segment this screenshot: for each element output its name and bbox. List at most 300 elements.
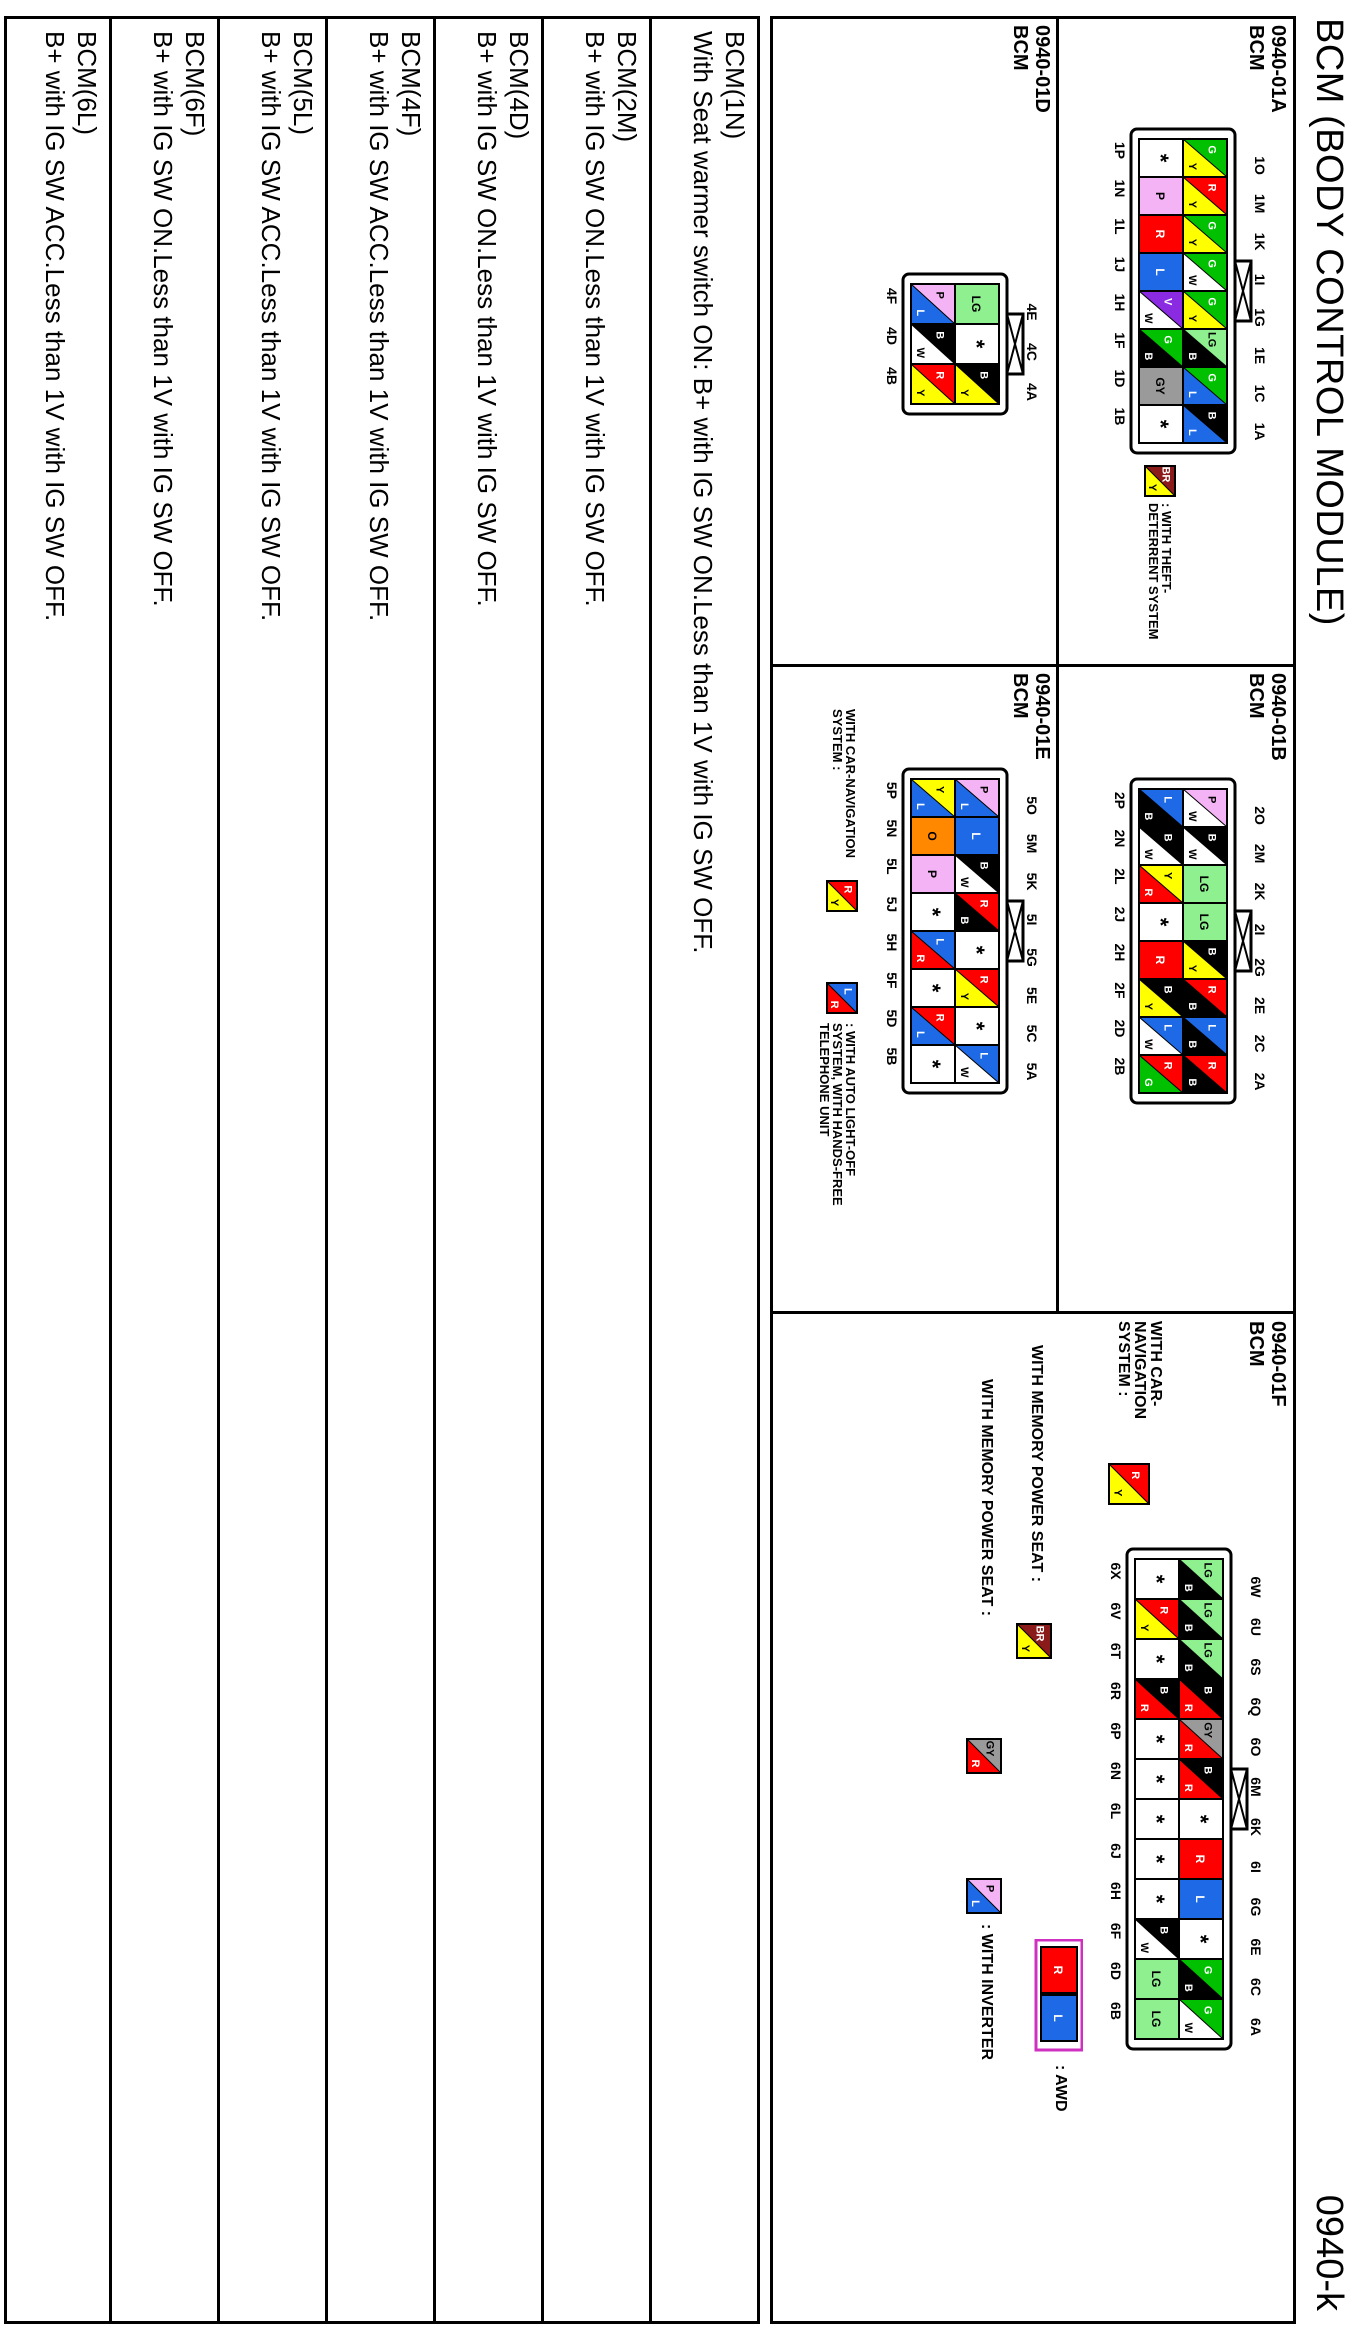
svg-text:B: B xyxy=(977,371,990,380)
svg-text:GY: GY xyxy=(1201,1722,1214,1739)
pin-1E xyxy=(1183,329,1227,367)
pin-6R xyxy=(1135,1679,1179,1719)
pin-5A xyxy=(955,1045,999,1083)
pin-5N xyxy=(911,817,955,855)
pin-2J xyxy=(1139,903,1183,941)
theft-deterrent-wire-swatch xyxy=(1141,464,1177,500)
table-row xyxy=(649,19,757,2321)
connector-f xyxy=(1083,1519,1283,2109)
pin-label: 5E xyxy=(1024,987,1040,1005)
svg-text:R: R xyxy=(977,899,990,908)
pin-label: 2G xyxy=(1252,958,1268,977)
svg-text:L: L xyxy=(1193,1895,1207,1903)
svg-text:B: B xyxy=(1161,985,1174,994)
svg-text:LG: LG xyxy=(969,295,983,313)
pin-6B xyxy=(1135,1999,1179,2039)
svg-text:*: * xyxy=(1144,1894,1169,1904)
svg-text:Y: Y xyxy=(1138,1624,1151,1632)
pin-6J xyxy=(1135,1839,1179,1879)
pin-6L xyxy=(1135,1799,1179,1839)
pin-label: 5N xyxy=(884,819,900,838)
row-title: BCM(4D) xyxy=(504,31,534,140)
svg-text:G: G xyxy=(1205,145,1218,154)
pin-6D xyxy=(1135,1959,1179,1999)
pin-2A xyxy=(1183,1055,1227,1093)
svg-text:LG: LG xyxy=(1201,1642,1214,1658)
pin-label: 6J xyxy=(1108,1843,1124,1859)
pin-label: 2A xyxy=(1252,1072,1268,1091)
table-row xyxy=(217,19,325,2321)
svg-text:P: P xyxy=(1153,191,1167,201)
pin-label: 6E xyxy=(1248,1938,1264,1956)
pin-6P xyxy=(1135,1719,1179,1759)
svg-text:Y: Y xyxy=(828,898,841,907)
svg-text:P: P xyxy=(933,291,946,299)
svg-text:G: G xyxy=(1142,1078,1155,1087)
connector-e-label: 0940-01E BCM xyxy=(1009,673,1053,760)
pin-2K xyxy=(1183,865,1227,903)
pin-4A xyxy=(955,364,999,404)
pin-1G xyxy=(1183,291,1227,329)
svg-text:G: G xyxy=(1205,259,1218,268)
pin-label: 6P xyxy=(1108,1722,1124,1740)
pin-5C xyxy=(955,1007,999,1045)
svg-text:*: * xyxy=(1148,917,1173,927)
pin-label: 1K xyxy=(1252,232,1268,251)
pin-1J xyxy=(1139,253,1183,291)
pin-label: 6O xyxy=(1248,1737,1264,1757)
pin-label: 6S xyxy=(1248,1658,1264,1676)
svg-text:*: * xyxy=(1188,1814,1213,1824)
pin-1H xyxy=(1139,291,1183,329)
pin-label: 5G xyxy=(1024,948,1040,967)
row-description: B+ with IG SW ACC.Less than 1V with IG SW OFF. xyxy=(364,31,394,622)
svg-text:B: B xyxy=(1205,947,1218,956)
pin-6K xyxy=(1179,1799,1223,1839)
svg-text:Y: Y xyxy=(1161,871,1174,880)
pin-1M xyxy=(1183,177,1227,215)
e-auto-note: : WITH AUTO LIGHT-OFF SYSTEM, WITH HANDS-FREE TELEPHONE UNIT xyxy=(817,1023,858,1206)
pin-6Q xyxy=(1179,1679,1223,1719)
pin-2C xyxy=(1183,1017,1227,1055)
svg-text:R: R xyxy=(1157,1606,1170,1615)
pin-2P xyxy=(1139,789,1183,827)
svg-text:R: R xyxy=(1182,1743,1195,1752)
svg-text:Y: Y xyxy=(958,992,971,1001)
svg-text:GY: GY xyxy=(1153,377,1167,395)
pin-label: 6F xyxy=(1108,1922,1124,1940)
row-title: BCM(2M) xyxy=(612,31,642,143)
svg-text:Y: Y xyxy=(1018,1644,1031,1653)
pin-label: 2N xyxy=(1112,829,1128,848)
row-description: B+ with IG SW ACC.Less than 1V with IG SW OFF. xyxy=(256,31,286,622)
pin-label: 6B xyxy=(1108,2002,1124,2020)
svg-text:B: B xyxy=(1142,812,1155,821)
svg-text:O: O xyxy=(925,831,939,841)
pin-5B xyxy=(911,1045,955,1083)
pin-5M xyxy=(955,817,999,855)
svg-text:*: * xyxy=(1144,1774,1169,1784)
svg-text:W: W xyxy=(1142,313,1155,324)
svg-text:R: R xyxy=(1129,1471,1142,1480)
f-awd-note: : AWD xyxy=(1052,2065,1069,2112)
pin-6N xyxy=(1135,1759,1179,1799)
pin-4C xyxy=(955,324,999,364)
svg-text:L: L xyxy=(914,802,927,810)
svg-text:L: L xyxy=(1205,1024,1218,1032)
svg-text:B: B xyxy=(1157,1926,1170,1935)
pin-1A xyxy=(1183,405,1227,443)
pin-4F xyxy=(911,284,955,324)
svg-text:L: L xyxy=(914,1030,927,1038)
svg-text:Y: Y xyxy=(914,389,927,397)
pin-label: 4A xyxy=(1024,383,1040,401)
e-nav-wire-swatch xyxy=(825,879,859,913)
pin-label: 5O xyxy=(1024,796,1040,815)
pin-1I xyxy=(1183,253,1227,291)
row-description: B+ with IG SW ON.Less than 1V with IG SW OFF. xyxy=(580,31,610,607)
svg-text:LG: LG xyxy=(1201,1602,1214,1618)
pin-6I xyxy=(1179,1839,1223,1879)
memory-seat-wire xyxy=(1017,1624,1051,1658)
row-title: BCM(4F) xyxy=(396,31,426,137)
e-nav-note: WITH CAR-NAVIGATION SYSTEM : xyxy=(830,709,858,858)
pin-label: 4F xyxy=(884,287,900,305)
svg-text:W: W xyxy=(958,877,971,888)
theft-deterrent-wire xyxy=(1145,466,1175,496)
pin-label: 6R xyxy=(1108,1682,1124,1700)
pin-6A xyxy=(1179,1999,1223,2039)
pin-label: 5I xyxy=(1024,913,1040,926)
f-inverter-note: : WITH INVERTER xyxy=(978,1924,995,2060)
svg-text:W: W xyxy=(1186,849,1199,860)
f-awd-wire-swatches xyxy=(1033,1939,1083,2059)
pin-label: 5J xyxy=(884,896,900,913)
pin-label: 5A xyxy=(1024,1062,1040,1081)
svg-text:W: W xyxy=(1186,811,1199,822)
pin-1O xyxy=(1183,139,1227,177)
svg-text:L: L xyxy=(1161,796,1174,804)
svg-text:G: G xyxy=(1205,221,1218,230)
svg-text:B: B xyxy=(1205,411,1218,420)
pin-1B xyxy=(1139,405,1183,443)
svg-text:P: P xyxy=(925,869,939,879)
connector-e xyxy=(849,749,1049,1109)
pin-label: 5H xyxy=(884,933,900,952)
pin-1L xyxy=(1139,215,1183,253)
f-nav-wire-swatch xyxy=(1103,1460,1153,1510)
pin-5L xyxy=(911,855,955,893)
pin-label: 1H xyxy=(1112,293,1128,312)
svg-text:LG: LG xyxy=(1197,875,1211,893)
pin-label: 6N xyxy=(1108,1762,1124,1780)
pin-label: 6Q xyxy=(1248,1697,1264,1717)
pin-label: 1I xyxy=(1252,273,1268,286)
pin-6G xyxy=(1179,1879,1223,1919)
pin-5F xyxy=(911,969,955,1007)
svg-text:B: B xyxy=(1201,1686,1214,1695)
pin-label: 2J xyxy=(1112,906,1128,923)
pin-5H xyxy=(911,931,955,969)
svg-text:W: W xyxy=(958,1067,971,1078)
svg-text:R: R xyxy=(1153,955,1167,965)
svg-text:Y: Y xyxy=(1111,1489,1124,1497)
svg-text:*: * xyxy=(1188,1934,1213,1944)
svg-text:L: L xyxy=(958,802,971,810)
pin-label: 6V xyxy=(1108,1602,1124,1620)
svg-text:R: R xyxy=(1142,888,1155,897)
pin-label: 2E xyxy=(1252,997,1268,1015)
pin-label: 5K xyxy=(1024,872,1040,891)
svg-text:W: W xyxy=(1142,849,1155,860)
inverter-wire xyxy=(967,1879,1001,1913)
svg-text:R: R xyxy=(1193,1854,1207,1864)
svg-text:W: W xyxy=(914,347,927,358)
pin-label: 5P xyxy=(884,781,900,799)
connector-frame xyxy=(770,16,1296,2324)
connector-b-label: 0940-01B BCM xyxy=(1245,673,1289,761)
pin-label: 6X xyxy=(1108,1562,1124,1580)
svg-text:*: * xyxy=(964,945,989,955)
svg-text:*: * xyxy=(920,983,945,993)
connector-a xyxy=(1063,109,1287,469)
pin-2B xyxy=(1139,1055,1183,1093)
pin-5J xyxy=(911,893,955,931)
pin-label: 5M xyxy=(1024,833,1040,854)
svg-text:Y: Y xyxy=(933,785,946,794)
pin-1K xyxy=(1183,215,1227,253)
svg-text:LG: LG xyxy=(1197,913,1211,931)
pin-2O xyxy=(1183,789,1227,827)
pin-6S xyxy=(1179,1639,1223,1679)
f-mem1-note: WITH MEMORY POWER SEAT : xyxy=(1028,1345,1045,1583)
page-code: 0940-k xyxy=(1308,2194,1350,2311)
pin-label: 5F xyxy=(884,972,900,989)
row-title: BCM(6F) xyxy=(180,31,210,137)
svg-text:L: L xyxy=(1186,390,1199,398)
svg-text:*: * xyxy=(1144,1654,1169,1664)
pin-label: 1G xyxy=(1252,308,1268,327)
svg-text:Y: Y xyxy=(1186,200,1199,209)
pin-6F xyxy=(1135,1919,1179,1959)
connector-b xyxy=(1063,759,1287,1119)
page-title: BCM (BODY CONTROL MODULE) xyxy=(1308,18,1350,626)
svg-text:*: * xyxy=(1148,153,1173,163)
nav-wire xyxy=(1109,1464,1149,1504)
pin-label: 4B xyxy=(884,367,900,385)
svg-text:BR: BR xyxy=(1033,1625,1046,1642)
e-auto-wire-swatch xyxy=(825,981,859,1015)
pin-label: 6D xyxy=(1108,1962,1124,1980)
pin-2L xyxy=(1139,865,1183,903)
pin-5I xyxy=(955,893,999,931)
pin-label: 2L xyxy=(1112,868,1128,885)
pin-label: 5C xyxy=(1024,1024,1040,1043)
pin-label: 2K xyxy=(1252,882,1268,901)
f-inverter-wire-swatch xyxy=(963,1877,1003,1917)
pin-label: 1N xyxy=(1112,179,1128,198)
svg-text:G: G xyxy=(1201,2005,1214,2015)
svg-text:BR: BR xyxy=(1159,466,1172,483)
connector-a-label: 0940-01A BCM xyxy=(1245,25,1289,113)
row-description: B+ with IG SW ACC.Less than 1V with IG SW OFF. xyxy=(40,31,70,622)
pin-label: 4C xyxy=(1024,343,1040,361)
svg-text:R: R xyxy=(841,885,854,894)
svg-text:L: L xyxy=(977,1052,990,1060)
pin-5G xyxy=(955,931,999,969)
pin-label: 1P xyxy=(1112,141,1128,159)
row-description: B+ with IG SW ON.Less than 1V with IG SW OFF. xyxy=(148,31,178,607)
connector-d xyxy=(869,259,1049,429)
svg-text:Y: Y xyxy=(958,389,971,397)
pin-label: 2I xyxy=(1252,923,1268,936)
svg-text:P: P xyxy=(977,785,990,794)
svg-text:B: B xyxy=(1161,833,1174,842)
svg-text:R: R xyxy=(1182,1783,1195,1792)
connector-f-label: 0940-01F BCM xyxy=(1245,1321,1289,1407)
pin-5E xyxy=(955,969,999,1007)
svg-text:R: R xyxy=(828,1000,841,1009)
theft-deterrent-note: : WITH THEFT- DETERRENT SYSTEM xyxy=(1146,503,1174,640)
row-description: With Seat warmer switch ON: B+ with IG SW ON.Less than 1V with IG SW OFF. xyxy=(688,31,718,954)
svg-text:R: R xyxy=(1153,229,1167,239)
pin-label: 2B xyxy=(1112,1057,1128,1076)
pin-label: 6K xyxy=(1248,1818,1264,1836)
pin-4E xyxy=(955,284,999,324)
pin-6M xyxy=(1179,1759,1223,1799)
f-mem2-note: WITH MEMORY POWER SEAT : xyxy=(978,1379,995,1617)
svg-text:B: B xyxy=(1182,1983,1195,1992)
svg-text:W: W xyxy=(1142,1039,1155,1050)
svg-text:LG: LG xyxy=(1149,2010,1163,2028)
svg-text:B: B xyxy=(1182,1583,1195,1592)
pin-2D xyxy=(1139,1017,1183,1055)
svg-text:R: R xyxy=(977,975,990,984)
pin-6V xyxy=(1135,1599,1179,1639)
table-row xyxy=(325,19,433,2321)
svg-text:B: B xyxy=(1157,1686,1170,1695)
svg-text:L: L xyxy=(1153,268,1167,276)
pin-label: 1A xyxy=(1252,422,1268,441)
svg-text:G: G xyxy=(1205,297,1218,306)
svg-text:B: B xyxy=(1205,833,1218,842)
pin-label: 1F xyxy=(1112,332,1128,349)
pin-label: 1C xyxy=(1252,384,1268,403)
svg-text:B: B xyxy=(1182,1663,1195,1672)
svg-text:B: B xyxy=(1186,352,1199,361)
svg-text:L: L xyxy=(1051,2014,1065,2022)
description-table xyxy=(4,16,760,2324)
pin-2N xyxy=(1139,827,1183,865)
pin-label: 6L xyxy=(1108,1802,1124,1820)
table-row xyxy=(541,19,649,2321)
pin-label: 4D xyxy=(884,327,900,345)
svg-text:LG: LG xyxy=(1201,1562,1214,1578)
pin-label: 1D xyxy=(1112,369,1128,388)
svg-text:LG: LG xyxy=(1149,1970,1163,1988)
svg-text:R: R xyxy=(1205,1061,1218,1070)
pin-2F xyxy=(1139,979,1183,1017)
pin-5P xyxy=(911,779,955,817)
pin-label: 1O xyxy=(1252,156,1268,175)
svg-text:*: * xyxy=(1144,1814,1169,1824)
pin-6X xyxy=(1135,1559,1179,1599)
svg-text:R: R xyxy=(1051,1965,1065,1975)
f-mem1-wire-swatch xyxy=(1013,1622,1053,1662)
pin-1P xyxy=(1139,139,1183,177)
svg-text:B: B xyxy=(1182,1623,1195,1632)
svg-text:G: G xyxy=(1205,373,1218,382)
pin-label: 2O xyxy=(1252,806,1268,825)
table-row xyxy=(433,19,541,2321)
svg-text:Y: Y xyxy=(1186,162,1199,171)
svg-text:R: R xyxy=(1182,1703,1195,1712)
svg-text:B: B xyxy=(977,861,990,870)
pin-label: 4E xyxy=(1024,303,1040,321)
svg-text:R: R xyxy=(1205,183,1218,192)
pin-label: 6A xyxy=(1248,2018,1264,2036)
pin-label: 5B xyxy=(884,1047,900,1066)
svg-text:L: L xyxy=(1161,1024,1174,1032)
row-title: BCM(6L) xyxy=(72,31,102,136)
pin-label: 1M xyxy=(1252,193,1268,214)
pin-label: 5D xyxy=(884,1009,900,1028)
svg-text:*: * xyxy=(1144,1734,1169,1744)
svg-text:B: B xyxy=(933,331,946,340)
pin-4D xyxy=(911,324,955,364)
pin-1N xyxy=(1139,177,1183,215)
svg-text:R: R xyxy=(1138,1703,1151,1712)
svg-text:B: B xyxy=(1186,1002,1199,1011)
awd-wire xyxy=(1041,1947,1077,1993)
svg-text:W: W xyxy=(1186,275,1199,286)
pin-label: 6C xyxy=(1248,1978,1264,1996)
svg-text:G: G xyxy=(1201,1965,1214,1975)
pin-label: 2C xyxy=(1252,1034,1268,1053)
pin-6O xyxy=(1179,1719,1223,1759)
pin-label: 6H xyxy=(1108,1882,1124,1900)
svg-text:*: * xyxy=(920,907,945,917)
pin-5K xyxy=(955,855,999,893)
svg-text:Y: Y xyxy=(1186,314,1199,323)
memory-seat-wire xyxy=(967,1739,1001,1773)
pin-6U xyxy=(1179,1599,1223,1639)
svg-text:Y: Y xyxy=(1186,964,1199,973)
f-mem2-wire-swatch xyxy=(963,1737,1003,1777)
svg-text:L: L xyxy=(968,1900,981,1907)
svg-text:*: * xyxy=(1148,419,1173,429)
pin-label: 6M xyxy=(1248,1777,1264,1797)
svg-text:R: R xyxy=(1205,985,1218,994)
pin-6T xyxy=(1135,1639,1179,1679)
svg-text:R: R xyxy=(914,954,927,963)
svg-text:R: R xyxy=(1161,1061,1174,1070)
svg-text:*: * xyxy=(964,1021,989,1031)
pin-2M xyxy=(1183,827,1227,865)
svg-text:*: * xyxy=(920,1059,945,1069)
pin-6E xyxy=(1179,1919,1223,1959)
svg-text:R: R xyxy=(933,1013,946,1022)
pin-5D xyxy=(911,1007,955,1045)
svg-text:B: B xyxy=(958,916,971,925)
pin-label: 6W xyxy=(1248,1576,1264,1598)
awd-wire xyxy=(1041,1995,1077,2041)
svg-text:L: L xyxy=(933,938,946,946)
nav-wire xyxy=(827,881,857,911)
pin-6H xyxy=(1135,1879,1179,1919)
connector-d-label: 0940-01D BCM xyxy=(1009,25,1053,113)
svg-text:B: B xyxy=(1186,1078,1199,1087)
